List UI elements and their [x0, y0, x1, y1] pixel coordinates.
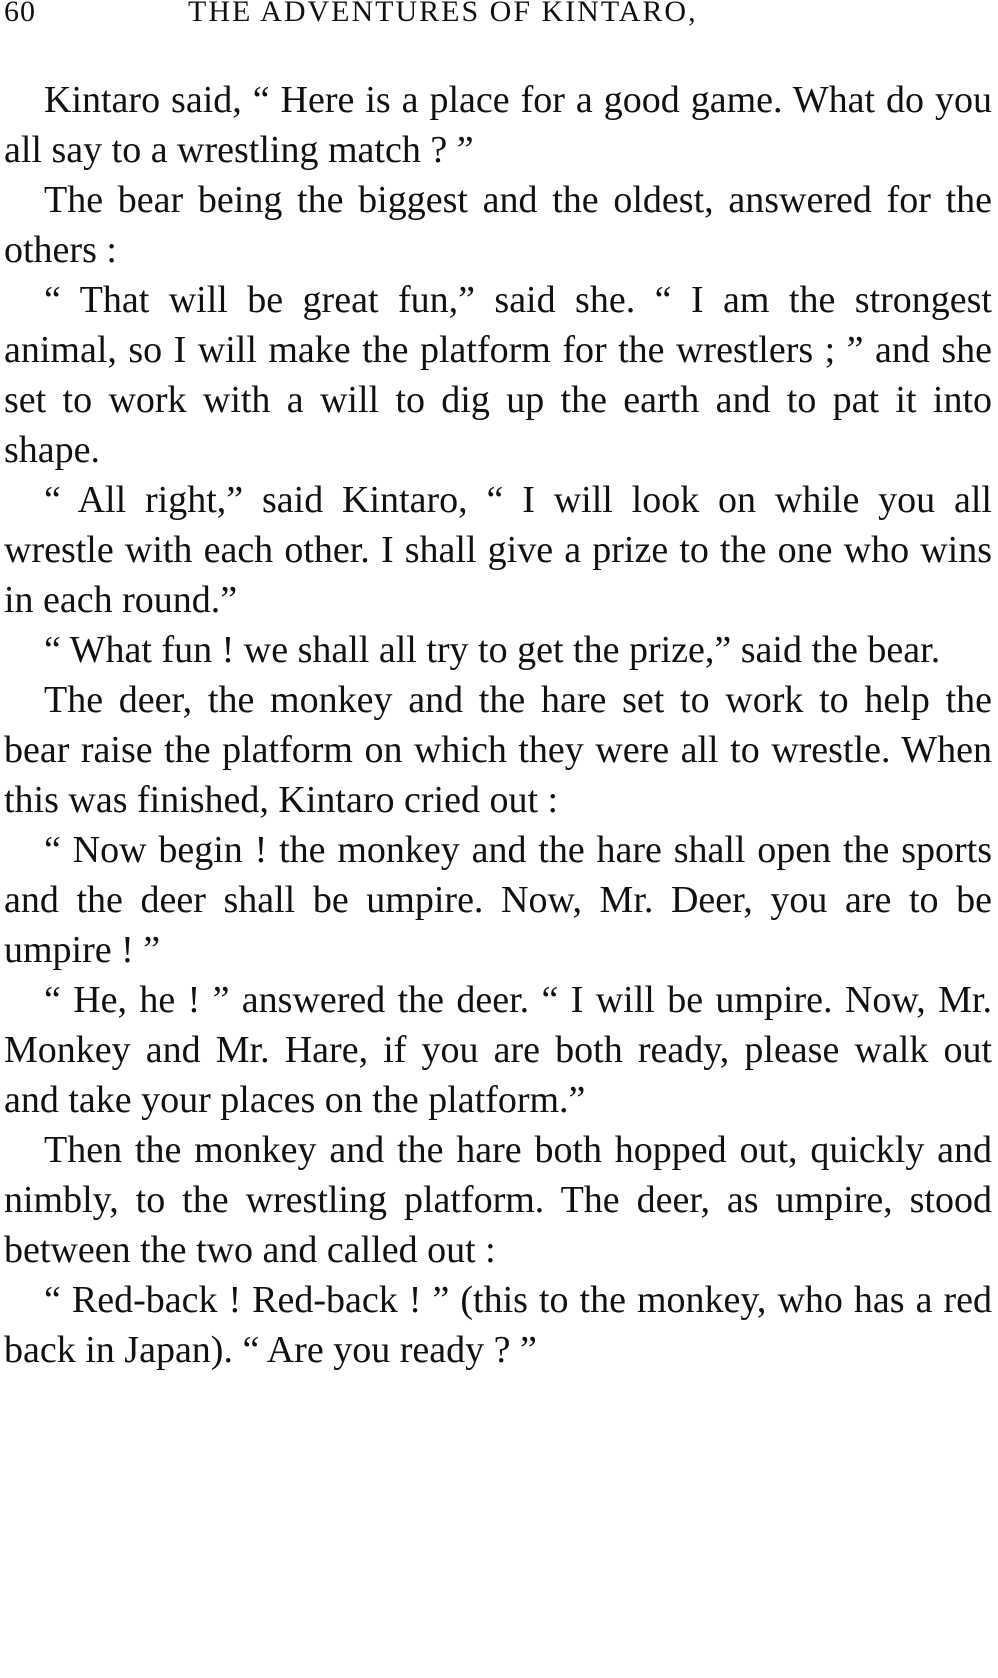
paragraph: The deer, the monkey and the hare set to work to help the bear raise the platform on which they were all to wrestle. When this was finished, Kintaro cried out : [4, 679, 992, 821]
paragraph: Then the monkey and the hare both hopped out, quickly and nimbly, to the wrestling platform. The deer, as umpire, stood between the two and called out : [4, 1129, 992, 1271]
body-text [4, 75, 992, 1375]
paragraph: “ Red-back ! Red-back ! ” (this to the monkey, who has a red back in Japan). “ Are you ready ? ” [4, 1279, 992, 1371]
page-number: 60 [4, 0, 36, 28]
paragraph: “ He, he ! ” answered the deer. “ I will be umpire. Now, Mr. Monkey and Mr. Hare, if you are both ready, please walk out and take your places on the platform.” [4, 979, 992, 1121]
paragraph: Kintaro said, “ Here is a place for a good game. What do you all say to a wrestling match ? ” [4, 79, 992, 171]
paragraph: The bear being the biggest and the oldest, answered for the others : [4, 179, 992, 271]
running-title: THE ADVENTURES OF KINTARO, [188, 0, 698, 28]
paragraph: “ That will be great fun,” said she. “ I am the strongest animal, so I will make the platform for the wrestlers ; ” and she set to work with a will to dig up the earth and to pat it into shape. [4, 279, 992, 471]
paragraph: “ All right,” said Kintaro, “ I will look on while you all wrestle with each other. I shall give a prize to the one who wins in each round.” [4, 479, 992, 621]
paragraph: “ Now begin ! the monkey and the hare shall open the sports and the deer shall be umpire. Now, Mr. Deer, you are to be umpire ! ” [4, 829, 992, 971]
page-header [0, 0, 998, 32]
paragraph: “ What fun ! we shall all try to get the prize,” said the bear. [44, 629, 941, 671]
